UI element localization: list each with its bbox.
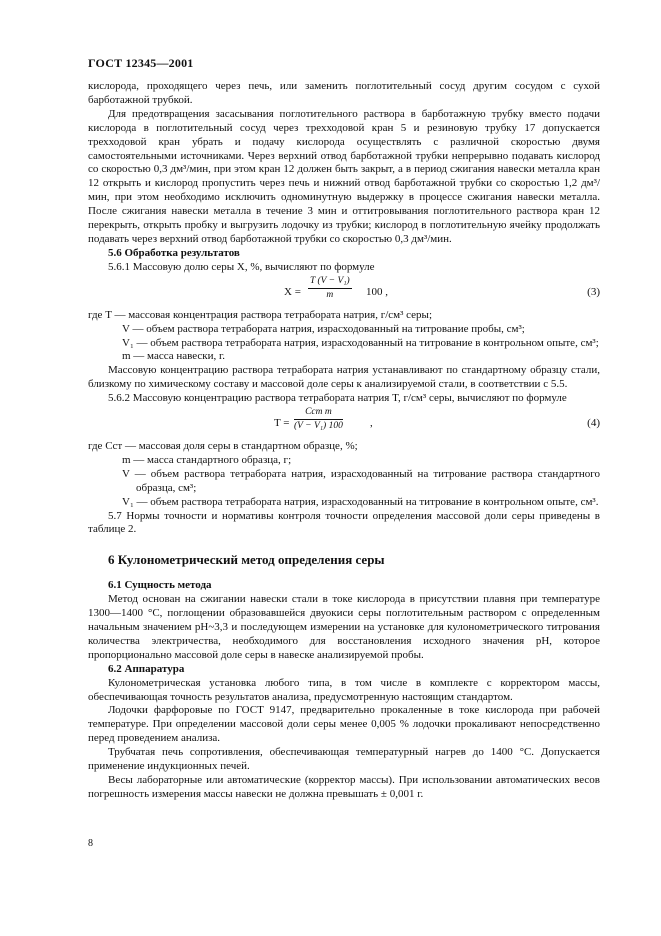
variable-definitions [88,309,600,365]
paragraph: Трубчатая печь сопротивления, обеспечивающая температурный нагрев до 1400 °С. Допускается применение индукционных печей. [88,746,600,773]
formula-rest: , [370,417,373,430]
paragraph: кислорода, проходящего через печь, или заменить поглотительный сосуд другим сосудом с сухой барботажной трубкой. [88,80,600,106]
paragraph: Кулонометрическая установка любого типа, в том числе в комплекте с корректором массы, обеспечивающая точность результатов анализа, предусмотренную настоящим стандартом. [88,676,600,703]
section-heading-6: 6 Кулонометрический метод определения серы [108,552,385,568]
document-header: ГОСТ 12345—2001 [88,56,194,70]
fraction-denominator: m [326,289,334,300]
definition: V — объем раствора тетрабората натрия, израсходованный на титрование пробы, см³; [122,322,525,335]
formula-rest: 100 , [366,285,388,298]
paragraph: Лодочки фарфоровые по ГОСТ 9147, предварительно прокаленные в токе кислорода при рабочей температуре. При определении массовой доли серы менее 0,005 % лодочки прокаливают непосредственно перед проведением анализа. [88,704,600,745]
paragraph: Весы лабораторные или автоматические (корректор массы). При использовании автоматических весов погрешность измерения массы навески не должна превышать ± 0,001 г. [88,773,600,800]
body-text [88,80,600,802]
paragraph-5-6-1: 5.6.1 Массовую долю серы X, %, вычисляют по формуле [108,260,375,273]
definition: V₁ — объем раствора тетрабората натрия, израсходованный на титрование в контрольном опыте, см³; [122,336,599,349]
definition: m — масса стандартного образца, г; [122,453,292,466]
paragraph-5-7: 5.7 Нормы точности и нормативы контроля точности определения массовой доли серы приведены в таблице 2. [88,509,600,536]
definition: где Cст — массовая доля серы в стандартном образце, %; [88,440,358,453]
formula-number: (4) [587,417,600,430]
formula-lhs: T = [274,417,290,430]
section-heading-5-6: 5.6 Обработка результатов [108,246,240,259]
formula-fraction [294,406,343,432]
section-heading-6-1: 6.1 Сущность метода [108,579,212,592]
paragraph-5-6-2: 5.6.2 Массовую концентрацию раствора тетрабората натрия T, г/см³ серы, вычисляют по формуле [108,392,567,405]
definition: где T — массовая концентрация раствора тетрабората натрия, г/см³ серы; [88,308,433,321]
fraction-denominator: (V − V₁) 100 [294,421,343,432]
formula-fraction [308,275,352,301]
paragraph: Для предотвращения засасывания поглотительного раствора в барботажную трубку вместо подачи кислорода в поглотительный сосуд через трехходовой кран 5 и резиновую трубку 17 допускается трехходовой кран убрать и подачу кислорода осуществлять с различной скоростью двумя самостоятельными источниками. Через верхний отвод барботажной трубки непрерывно подавать кислород со скоростью 0,3 дм³/мин, при этом кран 12 должен быть закрыт, а в период сжигания навески металла кран 12 открыть и кислород пропустить через печь и нижний отвод барботажной трубки со скоростью 1,2 дм³/мин, при этом необходимо исключить одноминутную выдержку в процессе сжигания навески металла. После сжигания навески металла в течение 3 мин и оттитровывания поглотительного раствора кран 12 перекрыть, открыть пробку и выгрузить лодочку из трубки; кислород в поглотительную ячейку продолжать подавать через верхний отвод барботажной трубки со скоростью 0,3 дм³/мин. [88,107,600,245]
paragraph: Массовую концентрацию раствора тетрабората натрия устанавливают по стандартному образцу стали, близкому по химическому составу и массовой доле серы к анализируемой стали, в соответствии с 5.5. [88,364,600,391]
formula-3 [88,275,600,309]
variable-definitions [88,440,600,510]
definition: m — масса навески, г. [122,350,226,363]
definition: V₁ — объем раствора тетрабората натрия, израсходованный на титрование в контрольном опыте, см³. [122,495,599,508]
paragraph-6-1: Метод основан на сжигании навески стали в токе кислорода в присутствии плавня при температуре 1300—1400 °С, поглощении образовавшейся двуокиси серы поглотительным раствором с определенным начальным значением pH~3,3 и последующем измерении на установке для кулонометрического титрования количества электричества, необходимого для восстановления исходного значения pH, которое пропорционально массовой доле серы в навеске анализируемой пробы. [88,593,600,661]
fraction-numerator: T (V − V₁) [308,275,352,289]
formula-lhs: X = [284,285,301,298]
fraction-numerator: Cст m [294,406,343,420]
page-number: 8 [88,838,93,849]
formula-4 [88,406,600,440]
formula-number: (3) [587,285,600,298]
definition: V — объем раствора тетрабората натрия, израсходованный на титрование раствора стандартного образца, см³; [122,467,600,494]
section-heading-6-2: 6.2 Аппаратура [108,662,185,675]
